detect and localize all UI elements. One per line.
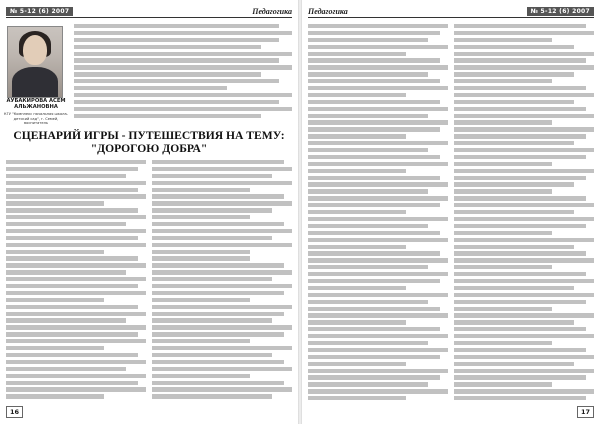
right-column-2-text	[454, 24, 594, 406]
right-rubric-box	[308, 6, 348, 17]
right-issue-label: № 5-12 (6) 2007	[527, 7, 594, 16]
left-header-rule	[6, 17, 292, 18]
right-page-number: 17	[577, 406, 594, 418]
left-page-number: 16	[6, 406, 23, 418]
author-photo	[7, 26, 63, 98]
right-header-rule	[308, 17, 594, 18]
left-rubric: Педагогика	[252, 7, 292, 16]
right-page	[302, 0, 600, 424]
author-name: АУБАКИРОВА АСЕМ АЛЬЖАНОВНА	[6, 98, 66, 110]
article-title	[0, 130, 298, 155]
author-affiliation: КГУ "Комплекс начальная школа-детский сад", г. Семей, воспитатель	[4, 112, 68, 125]
left-column-2-text	[152, 160, 292, 405]
left-issue-label: № 5-12 (6) 2007	[6, 7, 73, 16]
left-rubric-box	[252, 6, 292, 17]
intro-text-block	[74, 24, 292, 124]
right-rubric: Педагогика	[308, 7, 348, 16]
article-title-line2: "ДОРОГОЮ ДОБРА"	[90, 141, 208, 155]
left-header	[6, 6, 73, 17]
right-column-1-text	[308, 24, 448, 406]
left-column-1-text	[6, 160, 146, 405]
article-title-line1: СЦЕНАРИЙ ИГРЫ - ПУТЕШЕСТВИЯ НА ТЕМУ:	[13, 129, 285, 142]
right-header	[527, 6, 594, 17]
left-page	[0, 0, 298, 424]
